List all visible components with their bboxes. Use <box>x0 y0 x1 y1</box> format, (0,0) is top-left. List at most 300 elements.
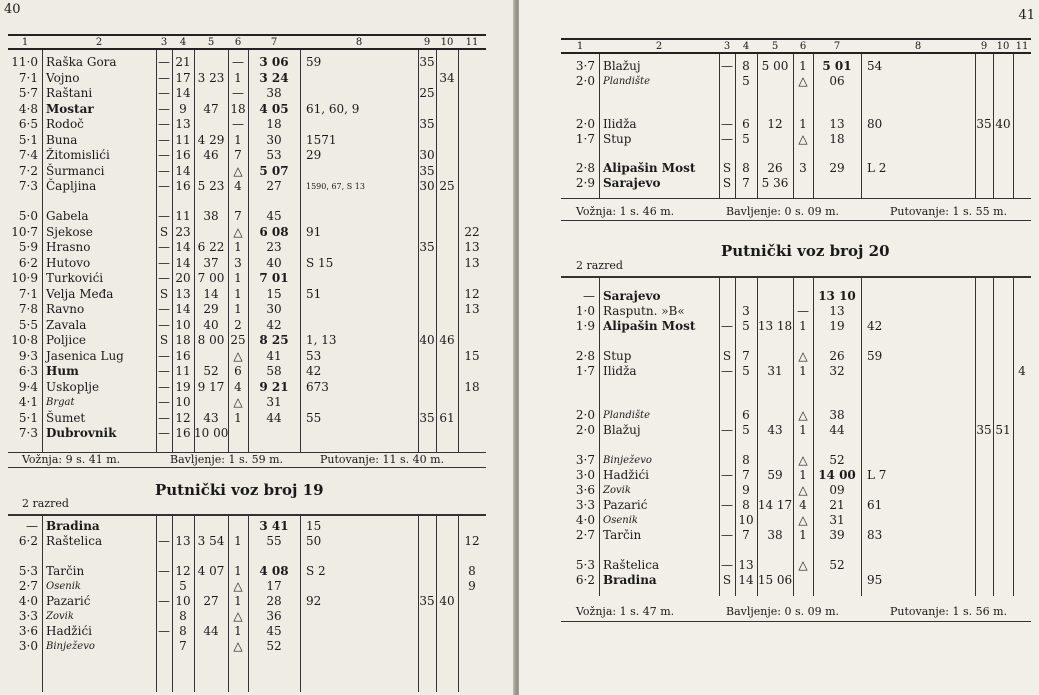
station-name: Turkovići <box>46 271 104 285</box>
cell-c8: 61 <box>867 498 883 512</box>
cell-c7: 15 <box>266 286 282 301</box>
station-name: Rodoč <box>46 117 84 131</box>
cell-c4: 14 <box>175 240 191 254</box>
cell-c6: 1 <box>799 59 807 73</box>
station-name: Osenik <box>603 515 638 526</box>
cell-km: 5·3 <box>18 564 38 578</box>
station-name: Pazarić <box>603 498 648 512</box>
cell-c6: 1 <box>799 117 807 131</box>
cell-c7: 40 <box>266 255 282 270</box>
cell-c5: 9 17 <box>197 379 225 394</box>
cell-c10: 51 <box>995 423 1011 437</box>
header-col-11: 11 <box>1015 41 1029 52</box>
cell-c6: 1 <box>799 364 807 378</box>
cell-c6: △ <box>233 163 243 178</box>
cell-km: 1·0 <box>575 304 595 318</box>
cell-c7: 52 <box>266 639 282 653</box>
cell-km: 2·8 <box>575 349 595 363</box>
cell-c7: 31 <box>829 513 845 527</box>
cell-c4: 14 <box>175 255 191 270</box>
cell-c3: — <box>158 594 170 608</box>
cell-c3: S <box>159 224 169 239</box>
cell-c8: 80 <box>867 117 883 131</box>
summary-bavljenje-left: Bavljenje: 1 s. 59 m. <box>170 453 284 466</box>
cell-c4: 8 <box>179 624 187 638</box>
train-title-20: Putnički voz broj 20 <box>721 242 890 260</box>
rule <box>561 276 1031 278</box>
station-name: Šumet <box>46 410 86 425</box>
cell-c4: 9 <box>742 483 750 497</box>
cell-c6: △ <box>233 579 243 593</box>
cell-c4: 8 <box>179 609 187 623</box>
column-rule <box>300 50 301 452</box>
cell-km: 2·9 <box>575 176 595 190</box>
cell-c3: — <box>158 624 170 638</box>
cell-c3: — <box>721 319 733 333</box>
cell-c7: 42 <box>266 317 282 332</box>
station-name: Hum <box>46 364 79 378</box>
cell-c8: 42 <box>306 364 322 378</box>
cell-c3: — <box>721 558 733 572</box>
cell-c7: 41 <box>266 348 282 363</box>
header-col-5: 5 <box>207 37 215 48</box>
station-name: Hrasno <box>46 240 91 254</box>
header-col-3: 3 <box>160 37 168 48</box>
station-name: Raštelica <box>46 534 103 548</box>
station-name: Alipašin Most <box>603 161 696 175</box>
cell-c4: 12 <box>175 410 191 425</box>
cell-c7: 14 00 <box>818 468 856 482</box>
cell-km: 7·1 <box>18 70 38 85</box>
cell-c9: 40 <box>419 333 435 347</box>
cell-c3: — <box>158 395 170 409</box>
cell-c7: 6 08 <box>259 224 289 239</box>
cell-c3: — <box>158 179 170 193</box>
cell-c6: △ <box>233 395 243 409</box>
cell-km: 2·0 <box>575 74 595 88</box>
cell-c5: 10 00 <box>194 426 229 440</box>
razred-left: 2 razred <box>22 497 69 510</box>
station-name: Raška Gora <box>46 55 117 69</box>
table-header <box>8 34 486 50</box>
cell-c4: 7 <box>179 639 187 653</box>
cell-c11: 13 <box>464 302 480 316</box>
column-rule <box>861 278 862 596</box>
cell-c7: 13 <box>829 304 845 318</box>
timetable-upper-right <box>561 38 1031 198</box>
cell-c4: 7 <box>742 528 750 542</box>
station-name: Ilidža <box>603 117 637 131</box>
station-name: Poljice <box>46 333 87 347</box>
cell-c4: 5 <box>742 132 750 146</box>
station-name: Ilidža <box>603 364 637 378</box>
cell-c6: 1 <box>234 70 242 85</box>
cell-c11: 13 <box>464 255 480 270</box>
cell-c5: 3 54 <box>197 534 225 548</box>
station-name: Hutovo <box>46 255 91 270</box>
cell-c5: 5 23 <box>197 179 225 193</box>
cell-km: 5·9 <box>18 240 38 254</box>
cell-c4: 11 <box>175 132 191 147</box>
cell-c4: 7 <box>742 468 750 482</box>
cell-c6: 1 <box>234 271 242 285</box>
cell-c7: 19 <box>829 319 845 333</box>
header-col-9: 9 <box>423 37 431 48</box>
cell-km: 10·8 <box>11 333 38 347</box>
cell-c4: 5 <box>742 319 750 333</box>
cell-c6: △ <box>798 558 808 572</box>
cell-c6: △ <box>233 348 243 363</box>
cell-c5: 13 18 <box>757 319 793 333</box>
cell-c7: 09 <box>829 483 845 497</box>
cell-c3: — <box>158 70 170 85</box>
timetable-lower-right <box>561 276 1031 596</box>
cell-c4: 13 <box>175 117 191 131</box>
cell-c7: 30 <box>266 302 282 316</box>
cell-c6: 7 <box>234 148 242 162</box>
cell-c4: 10 <box>738 513 754 527</box>
cell-c10: 25 <box>439 179 455 193</box>
cell-c11: 18 <box>464 379 480 394</box>
cell-c5: 26 <box>767 161 783 175</box>
page-number-right: 41 <box>1018 8 1035 23</box>
cell-c7: 13 <box>829 117 845 131</box>
cell-c6: 1 <box>234 132 242 147</box>
station-name: Sarajevo <box>603 176 661 190</box>
cell-c6: △ <box>798 483 808 497</box>
cell-c5: 31 <box>767 364 783 378</box>
cell-c3: — <box>158 101 170 116</box>
station-name: Šurmanci <box>46 163 105 178</box>
cell-c6: 4 <box>234 379 242 394</box>
cell-c7: 58 <box>266 364 282 378</box>
cell-c4: 6 <box>742 408 750 422</box>
cell-km: 7·2 <box>18 163 38 178</box>
station-name: Vojno <box>46 70 80 85</box>
summary-putovanje-right-top: Putovanje: 1 s. 55 m. <box>890 205 1008 218</box>
cell-c3: — <box>158 379 170 394</box>
cell-c9: 35 <box>419 410 435 425</box>
cell-c8: 92 <box>306 594 322 608</box>
cell-km: 3·7 <box>575 59 595 73</box>
cell-c8: 83 <box>867 528 883 542</box>
cell-km: — <box>26 519 38 533</box>
cell-c8: 1590, 67, S 13 <box>306 182 365 191</box>
cell-c4: 10 <box>175 395 191 409</box>
cell-c7: 4 08 <box>259 564 289 578</box>
station-name: Raštani <box>46 86 93 100</box>
cell-c4: 8 <box>742 59 750 73</box>
cell-km: 6·5 <box>18 117 38 131</box>
cell-c4: 16 <box>175 348 191 363</box>
cell-km: 6·2 <box>575 573 595 587</box>
column-rule <box>42 516 43 692</box>
cell-c3: — <box>158 302 170 316</box>
cell-c5: 40 <box>203 317 219 332</box>
station-name: Alipašin Most <box>603 319 696 333</box>
header-col-7: 7 <box>833 41 841 52</box>
cell-c11: 22 <box>464 224 480 239</box>
cell-c3: — <box>721 59 733 73</box>
cell-c3: — <box>158 564 170 578</box>
cell-c4: 14 <box>175 302 191 316</box>
station-name: Plandište <box>603 410 650 421</box>
header-col-8: 8 <box>355 37 363 48</box>
cell-km: 2·0 <box>575 423 595 437</box>
cell-c6: △ <box>798 453 808 467</box>
station-name: Dubrovnik <box>46 426 117 440</box>
station-name: Jasenica Lug <box>46 348 124 363</box>
column-rule <box>1013 278 1014 596</box>
header-col-10: 10 <box>996 41 1010 52</box>
cell-km: 1·7 <box>575 132 595 146</box>
cell-c5: 59 <box>767 468 783 482</box>
cell-c3: — <box>158 255 170 270</box>
station-name: Raštelica <box>603 558 660 572</box>
cell-c7: 52 <box>829 453 845 467</box>
cell-c7: 45 <box>266 209 282 223</box>
cell-c7: 8 25 <box>259 333 289 347</box>
cell-c6: 1 <box>799 468 807 482</box>
cell-c4: 18 <box>175 333 191 347</box>
cell-km: 1·9 <box>575 319 595 333</box>
cell-c7: 30 <box>266 132 282 147</box>
cell-c3: — <box>721 468 733 482</box>
station-name: Brgat <box>46 397 75 408</box>
cell-km: 4·0 <box>575 513 595 527</box>
cell-c4: 10 <box>175 594 191 608</box>
cell-c9: 35 <box>419 594 435 608</box>
cell-c8: S 2 <box>306 564 326 578</box>
station-name: Buna <box>46 132 78 147</box>
right-page <box>519 0 1039 695</box>
cell-c8: 54 <box>867 59 883 73</box>
cell-c3: — <box>158 148 170 162</box>
cell-c11: 9 <box>468 579 476 593</box>
header-col-4: 4 <box>179 37 187 48</box>
cell-c8: 1, 13 <box>306 333 337 347</box>
cell-km: — <box>583 289 595 303</box>
timetable-lower-left <box>8 514 486 692</box>
cell-c3: S <box>159 333 169 347</box>
column-rule <box>599 54 600 198</box>
cell-km: 2·0 <box>575 117 595 131</box>
cell-c4: 5 <box>742 364 750 378</box>
cell-c6: 7 <box>234 209 242 223</box>
cell-c6: △ <box>233 609 243 623</box>
cell-c11: 12 <box>464 286 480 301</box>
cell-c7: 44 <box>829 423 845 437</box>
station-name: Zovik <box>603 485 631 496</box>
cell-c5: 8 00 <box>197 333 225 347</box>
cell-km: 2·7 <box>575 528 595 542</box>
cell-km: 5·3 <box>575 558 595 572</box>
cell-c5: 14 17 <box>757 498 793 512</box>
cell-km: 3·0 <box>575 468 595 482</box>
cell-c8: 59 <box>306 55 322 69</box>
cell-c6: 1 <box>234 302 242 316</box>
cell-c5: 3 23 <box>197 70 225 85</box>
cell-c5: 46 <box>203 148 219 162</box>
station-name: Uskoplje <box>46 379 100 394</box>
cell-c5: 29 <box>203 302 219 316</box>
cell-c4: 16 <box>175 148 191 162</box>
cell-c11: 13 <box>464 240 480 254</box>
station-name: Bradina <box>603 573 657 587</box>
cell-c7: 9 21 <box>259 379 289 394</box>
summary-bavljenje-right-top: Bavljenje: 0 s. 09 m. <box>726 205 840 218</box>
cell-c7: 3 41 <box>259 519 289 533</box>
header-col-11: 11 <box>465 37 479 48</box>
cell-km: 7·4 <box>18 148 38 162</box>
cell-c8: 59 <box>867 349 883 363</box>
cell-c5: 7 00 <box>197 271 225 285</box>
cell-c7: 53 <box>266 148 282 162</box>
table-header <box>561 38 1031 54</box>
header-col-1: 1 <box>21 37 29 48</box>
header-col-1: 1 <box>576 41 584 52</box>
column-rule <box>436 50 437 452</box>
cell-c4: 21 <box>175 55 191 69</box>
cell-c6: △ <box>798 513 808 527</box>
cell-c4: 19 <box>175 379 191 394</box>
cell-c3: — <box>158 410 170 425</box>
cell-c6: — <box>232 117 244 131</box>
cell-c6: — <box>232 55 244 69</box>
cell-c4: 12 <box>175 564 191 578</box>
cell-km: 6·3 <box>18 364 38 378</box>
cell-c7: 27 <box>266 179 282 193</box>
summary-putovanje-left: Putovanje: 11 s. 40 m. <box>320 453 445 466</box>
timetable-upper-left <box>8 34 486 454</box>
cell-c9: 35 <box>419 55 435 69</box>
station-name: Pazarić <box>46 594 91 608</box>
cell-c3: — <box>721 117 733 131</box>
cell-c9: 30 <box>419 179 435 193</box>
cell-c5: 44 <box>203 624 219 638</box>
cell-c3: S <box>722 161 732 175</box>
cell-c3: S <box>722 349 732 363</box>
cell-c5: 27 <box>203 594 219 608</box>
station-name: Stup <box>603 349 632 363</box>
cell-c7: 18 <box>829 132 845 146</box>
cell-c4: 6 <box>742 117 750 131</box>
cell-c5: 37 <box>203 255 219 270</box>
cell-km: 4·8 <box>18 101 38 116</box>
cell-c11: 4 <box>1018 364 1026 378</box>
cell-c5: 38 <box>203 209 219 223</box>
cell-km: 2·8 <box>575 161 595 175</box>
cell-c9: 35 <box>419 117 435 131</box>
cell-c10: 40 <box>995 117 1011 131</box>
cell-km: 3·6 <box>18 624 38 638</box>
cell-km: 7·1 <box>18 286 38 301</box>
cell-c3: — <box>721 528 733 542</box>
cell-c7: 3 06 <box>259 55 289 69</box>
cell-km: 10·9 <box>11 271 38 285</box>
cell-c6: 1 <box>234 240 242 254</box>
header-col-2: 2 <box>95 37 103 48</box>
station-name: Tarčin <box>603 528 642 542</box>
cell-km: 7·3 <box>18 426 38 440</box>
cell-c7: 45 <box>266 624 282 638</box>
cell-c6: 18 <box>230 101 246 116</box>
column-rule <box>1013 54 1014 198</box>
cell-c7: 3 24 <box>259 70 289 85</box>
station-name: Žitomislići <box>46 148 110 162</box>
cell-c4: 20 <box>175 271 191 285</box>
cell-c5: 4 07 <box>197 564 225 578</box>
header-col-9: 9 <box>980 41 988 52</box>
cell-km: 3·3 <box>575 498 595 512</box>
cell-c11: 12 <box>464 534 480 548</box>
cell-c5: 6 22 <box>197 240 225 254</box>
header-col-10: 10 <box>440 37 454 48</box>
cell-c7: 5 01 <box>822 59 852 73</box>
cell-c4: 11 <box>175 209 191 223</box>
cell-c4: 16 <box>175 179 191 193</box>
cell-c4: 17 <box>175 70 191 85</box>
station-name: Osenik <box>46 581 81 592</box>
cell-c3: S <box>159 286 169 301</box>
cell-c4: 5 <box>179 579 187 593</box>
cell-c6: 1 <box>234 594 242 608</box>
cell-km: 2·0 <box>575 408 595 422</box>
cell-km: 5·1 <box>18 132 38 147</box>
cell-km: 9·3 <box>18 348 38 363</box>
station-name: Zavala <box>46 317 87 332</box>
cell-c7: 32 <box>829 364 845 378</box>
cell-c7: 52 <box>829 558 845 572</box>
cell-c8: 61, 60, 9 <box>306 101 360 116</box>
summary-bavljenje-right-bottom: Bavljenje: 0 s. 09 m. <box>726 605 840 618</box>
cell-c3: — <box>158 317 170 332</box>
cell-km: 6·2 <box>18 255 38 270</box>
cell-c3: — <box>721 498 733 512</box>
cell-c6: 1 <box>799 319 807 333</box>
cell-c4: 16 <box>175 426 191 440</box>
station-name: Sarajevo <box>603 289 661 303</box>
cell-c7: 28 <box>266 594 282 608</box>
cell-c9: 35 <box>419 163 435 178</box>
cell-c9: 35 <box>976 423 992 437</box>
cell-c6: 1 <box>234 534 242 548</box>
cell-c7: 4 05 <box>259 101 289 116</box>
cell-c5: 38 <box>767 528 783 542</box>
cell-c7: 38 <box>829 408 845 422</box>
station-name: Bradina <box>46 519 100 533</box>
cell-c6: △ <box>798 74 808 88</box>
rule <box>8 514 486 516</box>
cell-c8: 51 <box>306 286 322 301</box>
header-col-2: 2 <box>655 41 663 52</box>
column-rule <box>599 278 600 596</box>
station-name: Mostar <box>46 101 94 116</box>
cell-c3: S <box>722 573 732 587</box>
station-name: Zovik <box>46 611 74 622</box>
cell-c7: 26 <box>829 349 845 363</box>
header-col-3: 3 <box>723 41 731 52</box>
cell-km: 7·8 <box>18 302 38 316</box>
cell-c9: 30 <box>419 148 435 162</box>
cell-c7: 06 <box>829 74 845 88</box>
cell-km: 10·7 <box>11 224 38 239</box>
column-rule <box>861 54 862 198</box>
cell-c9: 25 <box>419 86 435 100</box>
cell-c5: 15 06 <box>757 573 793 587</box>
cell-c4: 13 <box>738 558 754 572</box>
cell-c5: 14 <box>203 286 219 301</box>
